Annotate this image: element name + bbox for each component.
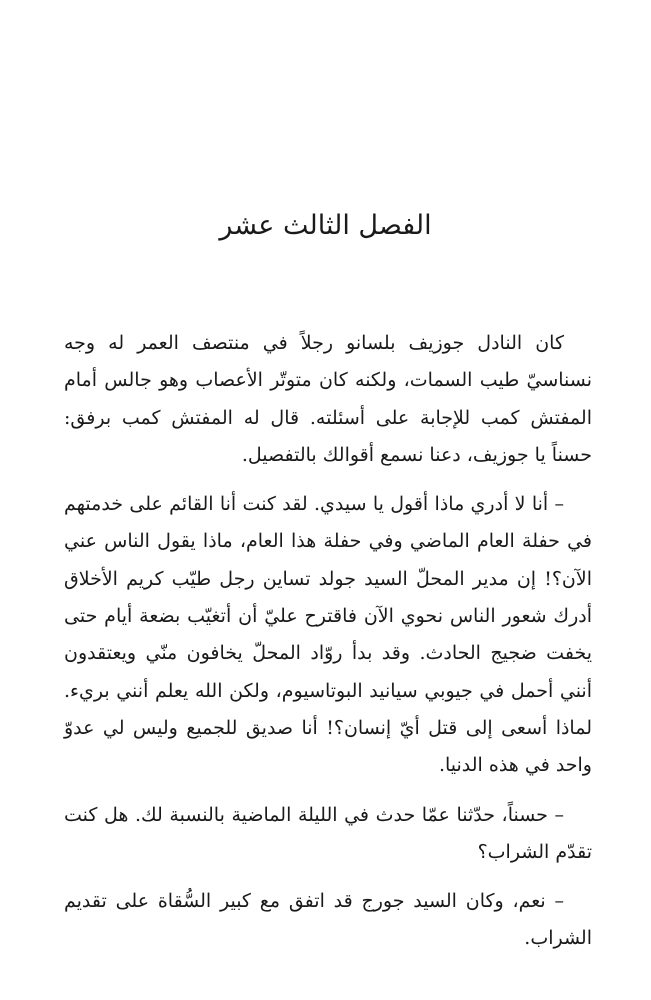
paragraph-3: – حسناً، حدّثنا عمّا حدث في الليلة الماضية بالنسبة لك. هل كنت تقدّم الشراب؟ xyxy=(64,803,592,863)
paragraph-2: – أنا لا أدري ماذا أقول يا سيدي. لقد كنت أنا القائم على خدمتهم في حفلة العام الماضي وفي حفلة هذا العام، ماذا يقول الناس عني الآن؟! إن مدير المحلّ السيد جولد تساين رجل طيّب كريم الأخلاق أدرك شعور الناس نحوي الآن فاقترح عليّ أن أتغيّب بضعة أيام حتى يخفت ضجيج الحادث. وقد بدأ روّاد المحلّ يخافون منّي ويعتقدون أنني أحمل في جيوبي سيانيد البوتاسيوم، ولكن الله يعلم أنني بريء. لماذا أسعى إلى قتل أيّ إنسان؟! أنا صديق للجميع وليس لي عدوّ واحد في هذه الدنيا. xyxy=(64,493,592,777)
chapter-title: الفصل الثالث عشر xyxy=(219,210,432,241)
paragraph-4: – نعم، وكان السيد جورج قد اتفق مع كبير السُّقاة على تقديم الشراب. xyxy=(64,890,592,950)
chapter-body xyxy=(64,325,592,958)
paragraph-1: كان النادل جوزيف بلسانو رجلاً في منتصف العمر له وجه نسناسيّ طيب السمات، ولكنه كان متوتّر الأعصاب وهو جالس أمام المفتش كمب للإجابة على أسئلته. قال له المفتش كمب برفق: حسناً يا جوزيف، دعنا نسمع أقوالك بالتفصيل. xyxy=(64,332,592,466)
